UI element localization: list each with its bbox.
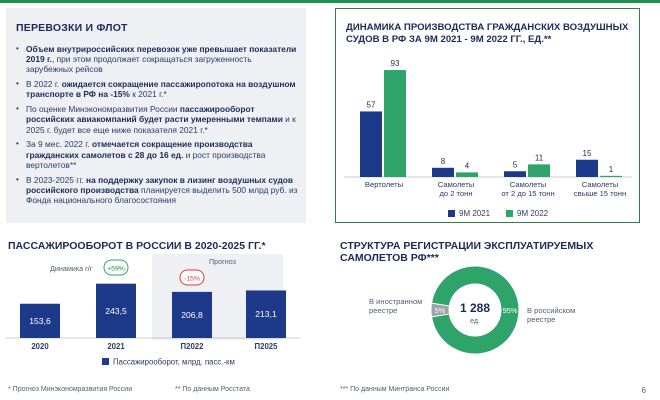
bar-9m2021 xyxy=(432,168,454,177)
footnote-3: *** По данным Минтранса России xyxy=(340,386,450,393)
bullet-text: В 2022 г. xyxy=(26,79,62,90)
bullet-bold-text: пассажирооборот российских авиакомпаний будет расти умеренными темпами xyxy=(26,104,283,125)
bar-value-label: 4 xyxy=(464,161,470,171)
bullet-bold-text: на поддержку закупок в лизинг воздушных судов российского производства xyxy=(26,174,294,195)
legend-9m2022 xyxy=(506,209,548,218)
transport-fleet-bullets xyxy=(16,44,300,210)
legend-swatch-turnover xyxy=(102,358,109,365)
bar-value-label: 15 xyxy=(582,148,592,158)
legend-label-9m2022: 9М 2022 xyxy=(517,209,549,218)
category-label: Самолеты xyxy=(437,180,475,189)
bar-value-label: 8 xyxy=(440,156,446,166)
bullet-item xyxy=(16,44,300,75)
bar-value-label: 1 xyxy=(608,164,614,174)
bullet-dot-icon: • xyxy=(16,79,19,89)
donut-center-value: 1 288 xyxy=(459,301,491,315)
bullet-text: За 9 мес. 2022 г. xyxy=(26,139,92,150)
legend-9m2021 xyxy=(448,209,490,218)
category-label: Самолеты xyxy=(581,180,619,189)
top-accent-bar xyxy=(0,0,660,3)
category-label: от 2 до 15 тонн xyxy=(501,189,555,198)
turnover-category-label: 2021 xyxy=(107,342,125,351)
turnover-value-label: 206,8 xyxy=(181,309,203,320)
bullet-text: и к 2025 г. будет все еще ниже показателя 2021 г.* xyxy=(26,114,296,135)
legend-swatch-9m2021 xyxy=(448,210,455,217)
bullet-text: , при этом продолжает сокращаться загруженность зарубежных рейсов xyxy=(26,54,252,75)
bullet-text: В 2023-2025 гг. xyxy=(26,174,87,185)
page-number: 6 xyxy=(641,386,646,395)
category-label: до 2 тонн xyxy=(439,189,473,198)
donut-center-unit: ед. xyxy=(470,318,480,325)
turnover-value-label: 153,6 xyxy=(29,315,51,326)
donut-label-russian: реестре xyxy=(527,315,556,324)
bullet-dot-icon: • xyxy=(16,104,19,114)
bullet-item xyxy=(16,79,300,99)
transport-fleet-panel xyxy=(6,8,306,223)
bullet-bold-text: Объем внутрироссийских перевозок уже превышает показатели 2019 г. xyxy=(26,44,297,65)
bullet-item xyxy=(16,104,300,135)
turnover-category-label: П2022 xyxy=(180,342,204,351)
bullet-bold-text: ожидается сокращение пассажиропотока на воздушном транспорте в РФ на -15% xyxy=(26,79,296,100)
bar-9m2021 xyxy=(360,111,382,177)
turnover-category-label: 2020 xyxy=(31,342,49,351)
bar-9m2022 xyxy=(600,176,622,177)
legend-label-turnover: Пассажирооборот, млрд. пасс.-км xyxy=(113,357,235,367)
bullet-text: к 2021 г.* xyxy=(129,89,167,100)
production-chart-panel xyxy=(335,8,640,223)
registration-structure-title: СТРУКТУРА РЕГИСТРАЦИИ ЭКСПЛУАТИРУЕМЫХ САМОЛЕТОВ РФ*** xyxy=(340,240,594,264)
footnote-1: * Прогноз Минэкономразвития России xyxy=(8,386,133,393)
growth-label-2022: -15% xyxy=(184,275,200,283)
bar-9m2022 xyxy=(384,70,406,177)
bullet-bold-text: отмечается сокращение производства гражданских самолетов с 28 до 16 ед. xyxy=(26,139,253,160)
bar-value-label: 11 xyxy=(534,153,544,163)
bar-value-label: 93 xyxy=(390,59,400,69)
growth-label-2021: +59% xyxy=(107,265,125,273)
bullet-text: По оценке Минэкономразвития России xyxy=(26,104,180,115)
bullet-text: планируется выделить 500 млрд руб. из Фонда национального благосостояния xyxy=(26,184,298,206)
production-chart-title: ДИНАМИКА ПРОИЗВОДСТВА ГРАЖДАНСКИХ ВОЗДУШНЫХ СУДОВ В РФ ЗА 9М 2021 - 9М 2022 ГГ., ЕД.** xyxy=(346,22,629,45)
growth-caption: Динамика г/г xyxy=(50,264,93,273)
transport-fleet-title: ПЕРЕВОЗКИ И ФЛОТ xyxy=(16,22,128,34)
bar-9m2022 xyxy=(456,172,478,177)
category-label: свыше 15 тонн xyxy=(573,189,627,198)
bullet-item xyxy=(16,139,300,170)
turnover-value-label: 243,5 xyxy=(105,305,127,316)
forecast-caption: Прогноз xyxy=(209,257,236,266)
bar-value-label: 57 xyxy=(366,100,376,110)
turnover-category-label: П2025 xyxy=(254,342,278,351)
bar-9m2021 xyxy=(576,160,598,177)
bar-9m2022 xyxy=(528,164,550,177)
turnover-value-label: 213,1 xyxy=(255,309,277,320)
bar-9m2021 xyxy=(504,171,526,177)
bullet-dot-icon: • xyxy=(16,44,19,53)
donut-slice-value: 95% xyxy=(502,306,518,315)
category-label: Вертолеты xyxy=(364,180,404,189)
bullet-text: и рост производства вертолетов** xyxy=(26,149,266,170)
passenger-turnover-chart xyxy=(0,252,330,382)
production-chart xyxy=(336,9,639,222)
bullet-dot-icon: • xyxy=(16,139,19,149)
bullet-item xyxy=(16,175,300,206)
bar-value-label: 5 xyxy=(512,160,518,170)
legend-label-9m2021: 9М 2021 xyxy=(459,209,491,218)
category-label: Самолеты xyxy=(509,180,547,189)
donut-label-foreign: В иностранном xyxy=(369,297,423,306)
donut-label-foreign: реестре xyxy=(369,306,398,315)
bullet-dot-icon: • xyxy=(16,174,19,184)
donut-label-russian: В российском xyxy=(527,306,576,315)
footnote-2: ** По данным Росстата xyxy=(175,386,250,393)
passenger-turnover-title: ПАССАЖИРООБОРОТ В РОССИИ В 2020-2025 ГГ.* xyxy=(8,240,266,252)
donut-slice-value: 5% xyxy=(434,306,446,315)
legend-swatch-9m2022 xyxy=(506,210,513,217)
registration-donut-chart xyxy=(335,252,655,382)
